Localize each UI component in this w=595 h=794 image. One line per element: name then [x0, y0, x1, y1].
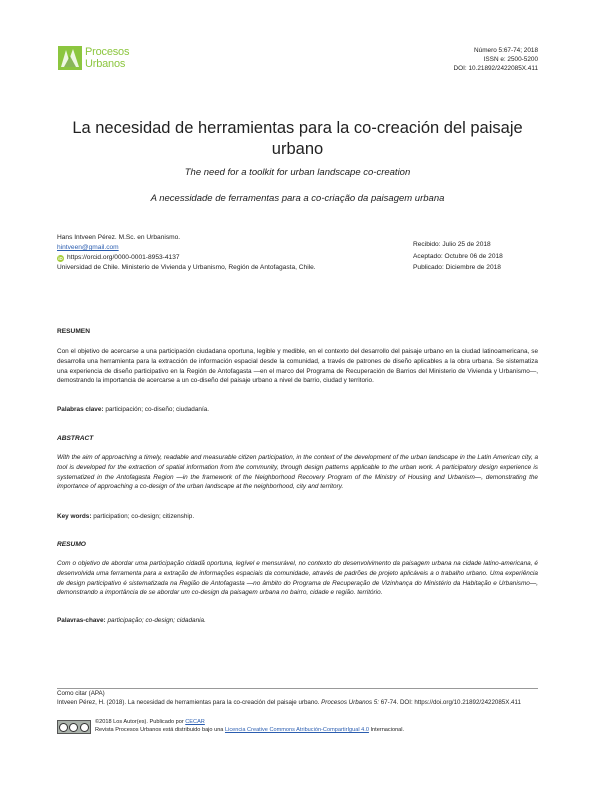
resumo-heading: RESUMO [57, 541, 86, 548]
footer-divider [57, 688, 538, 689]
resumo-keywords-label: Palavras-chave: [57, 617, 106, 624]
author-affiliation: Universidad de Chile. Ministerio de Vivienda y Urbanismo, Región de Antofagasta, Chile. [57, 264, 316, 271]
orcid-link[interactable]: https://orcid.org/0000-0001-8953-4137 [67, 254, 180, 261]
resumo-keywords [57, 617, 206, 624]
author-name: Hans Intveen Pérez. M.Sc. en Urbanismo. [57, 234, 181, 241]
license-link[interactable]: Licencia Creative Commons Atribución-CompartirIgual 4.0 [224, 727, 369, 734]
citation-text-pre: Intveen Pérez, H. (2018). La necesidad de herramientas para la co-creación del paisaje urbano. [57, 698, 320, 706]
abstract-keywords [57, 513, 194, 520]
abstract-text: With the aim of approaching a timely, readable and measurable citizen participation, in the context of the development of the urban landscape in the Latin American city, a tool is developed for the extraction of spatial information from the community, through design patterns applicable to the urban work. A participatory design experience is systematized in the Antofagasta Region —in the framework of the Neighborhood Recovery Program of the Ministry of Housing and Urbanism—, demonstrating the importance of approaching a co-design of the urban landscape at the neighborhood, city and territory. [57, 454, 538, 491]
copyright-text: ©2018 Los Autor(es). Publicado por [95, 719, 184, 725]
date-received: Recibido: Julio 25 de 2018 [413, 241, 491, 248]
resumen-keywords [57, 406, 209, 413]
publisher-link[interactable]: CECAR [185, 719, 205, 725]
citation-label: Como citar (APA) [57, 690, 105, 697]
author-block [57, 233, 316, 273]
citation-block [57, 690, 538, 707]
citation-text [57, 699, 538, 708]
article-title: La necesidad de herramientas para la co-creación del paisaje urbano [72, 119, 523, 158]
orcid-icon: iD [58, 255, 63, 261]
resumen-keywords-values: participación; co-diseño; ciudadanía. [105, 406, 210, 413]
license-block [57, 718, 404, 735]
journal-meta [454, 46, 538, 73]
logo-text-line1: Procesos [85, 46, 130, 58]
license-text-post: Internacional. [370, 727, 405, 734]
resumo-keywords-values: participação; co-design; cidadania. [107, 617, 206, 624]
logo-text-line2: Urbanos [85, 58, 126, 70]
publication-dates [413, 239, 503, 274]
resumen-keywords-label: Palabras clave: [57, 406, 104, 413]
issue-number: Número 5:67-74; 2018 [474, 47, 538, 54]
license-text [95, 718, 404, 735]
author-email-link[interactable]: hintveen@gmail.com [57, 244, 119, 251]
issn: ISSN e: 2500-5200 [483, 56, 538, 63]
license-text-pre: Revista Procesos Urbanos está distribuido bajo una [95, 727, 224, 734]
journal-logo [58, 46, 140, 72]
abstract-keywords-values: participation; co-design; citizenship. [93, 513, 195, 520]
abstract-heading: ABSTRACT [57, 435, 94, 442]
citation-journal: Procesos Urbanos 5: [321, 698, 379, 706]
creative-commons-icon[interactable] [57, 720, 91, 734]
doi: DOI: 10.21892/2422085X.411 [453, 65, 538, 72]
date-published: Publicado: Diciembre de 2018 [413, 264, 501, 271]
resumo-text: Com o objetivo de abordar uma participação cidadã oportuna, legível e mensurável, no contexto do desenvolvimento da paisagem urbana na cidade latino-americana, é desenvolvida uma ferramenta para a extração de informações espaciais da comunidade, através de padrões de projeto aplicáveis a o trabalho urbano. Uma experiência de design participativo é sistematizada na Região de Antofagasta —no âmbito do Programa de Recuperação de Vizinhança do Ministério da Habitação e Urbanismo—, demonstrando a importância de se abordar um co-design da paisagem urbana no bairro, cidade e região. território. [57, 560, 538, 597]
resumen-text: Con el objetivo de acercarse a una participación ciudadana oportuna, legible y medible, en el contexto del desarrollo del paisaje urbano en la ciudad latinoamericana, se desarrolla una herramienta para la extracción de información espacial desde la comunidad, a través de patrones de diseño aplicables a la obra urbana. Se sistematiza una experiencia de diseño participativo en la Región de Antofagasta —en el marco del Programa de Recuperación de Barrios del Ministerio de Vivienda y Urbanismo—, demostrando la importancia de acercarse a un co-diseño del paisaje urbano a nivel de barrio, ciudad y territorio. [57, 348, 538, 385]
journal-logo-icon [58, 46, 82, 70]
date-accepted: Aceptado: Octubre 06 de 2018 [413, 252, 503, 260]
article-title-portuguese: A necessidade de ferramentas para a co-criação da paisagem urbana [150, 193, 445, 204]
resumen-heading: RESUMEN [57, 328, 90, 335]
article-title-english: The need for a toolkit for urban landscape co-creation [184, 167, 411, 178]
abstract-keywords-label: Key words: [57, 513, 92, 520]
citation-text-post: 67-74. DOI: https://doi.org/10.21892/2422085X.411 [380, 698, 521, 706]
